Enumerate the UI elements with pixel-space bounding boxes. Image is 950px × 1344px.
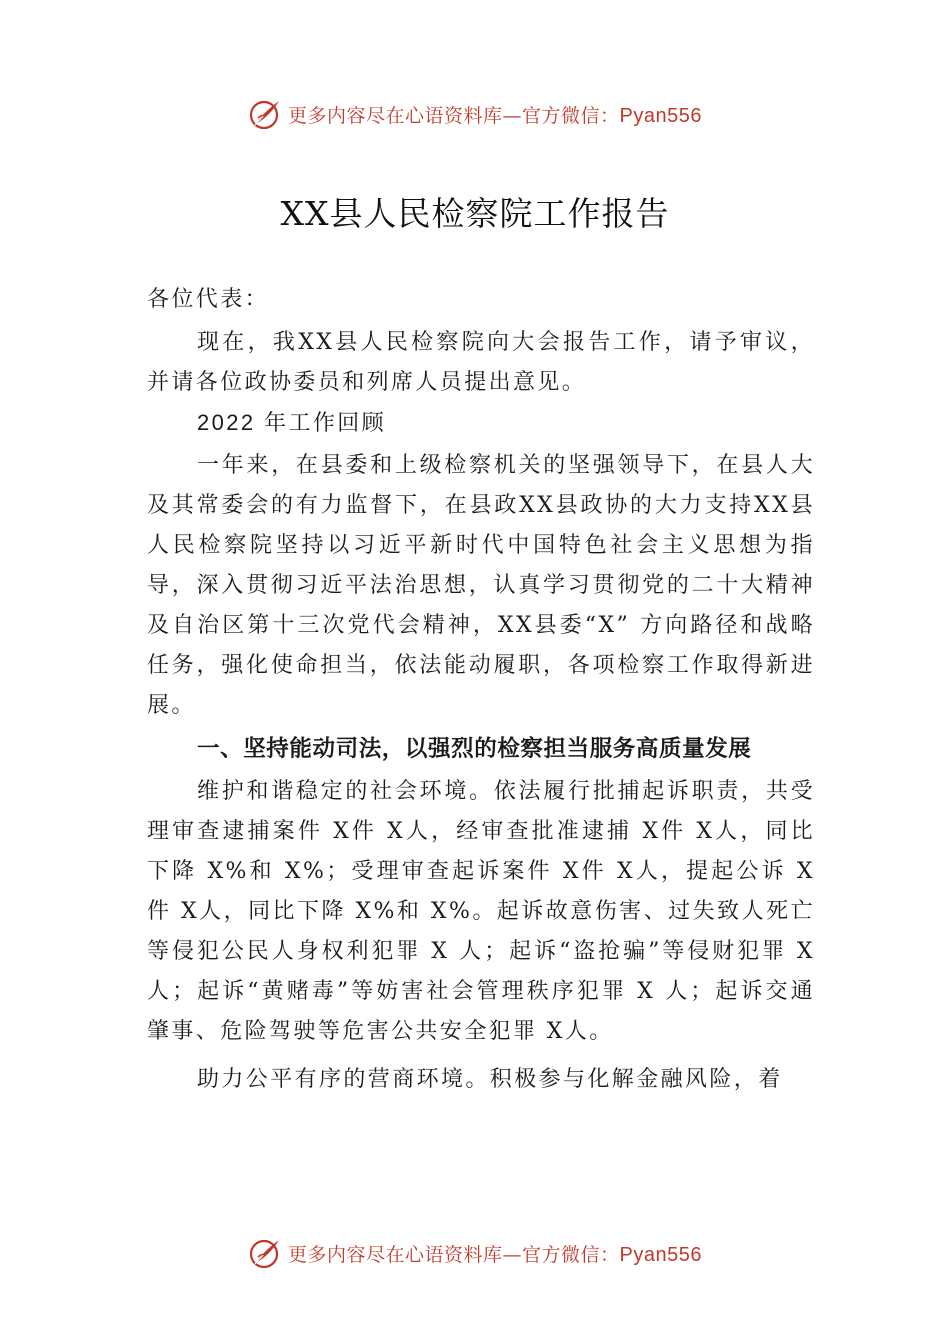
- document-body: [147, 280, 815, 1100]
- document-title: XX县人民检察院工作报告: [280, 194, 670, 233]
- footer-wechat-id: Pyan556: [619, 1243, 702, 1266]
- quill-logo-icon: [248, 97, 282, 131]
- footer-banner: [0, 1233, 950, 1273]
- header-banner-text: 更多内容尽在心语资料库—官方微信：Pyan556: [288, 104, 702, 127]
- footer-banner-text: 更多内容尽在心语资料库—官方微信：Pyan556: [288, 1243, 702, 1266]
- section1-paragraph-1: 维护和谐稳定的社会环境。依法履行批捕起诉职责，共受理审查逮捕案件 X件 X人，经审查批准逮捕 X件 X人，同比下降 X%和 X%；受理审查起诉案件 X件 X人，提起公诉 X件 X人，同比下降 X%和 X%。起诉故意伤害、过失致人死亡等侵犯公民人身权利犯罪 X 人；起诉“盗抢骗”等侵财犯罪 X人；起诉“黄赌毒”等妨害社会管理秩序犯罪 X 人；起诉交通肇事、危险驾驶等危害公共安全犯罪 X人。: [147, 779, 815, 1044]
- quill-logo-icon: [248, 1236, 282, 1270]
- review-heading: 2022 年工作回顾: [197, 410, 387, 435]
- section1-heading: 一、坚持能动司法，以强烈的检察担当服务高质量发展: [197, 736, 752, 761]
- section1-paragraph-2: 助力公平有序的营商环境。积极参与化解金融风险，着: [197, 1067, 783, 1092]
- header-wechat-id: Pyan556: [619, 104, 702, 127]
- intro-paragraph: 现在，我XX县人民检察院向大会报告工作，请予审议，并请各位政协委员和列席人员提出意见。: [147, 330, 815, 395]
- review-paragraph: 一年来，在县委和上级检察机关的坚强领导下，在县人大及其常委会的有力监督下，在县政XX县政协的大力支持XX县人民检察院坚持以习近平新时代中国特色社会主义思想为指导，深入贯彻习近平法治思想，认真学习贯彻党的二十大精神及自治区第十三次党代会精神，XX县委“X” 方向路径和战略任务，强化使命担当，依法能动履职，各项检察工作取得新进展。: [147, 453, 815, 718]
- header-banner: [0, 94, 950, 134]
- greeting: 各位代表：: [147, 287, 270, 312]
